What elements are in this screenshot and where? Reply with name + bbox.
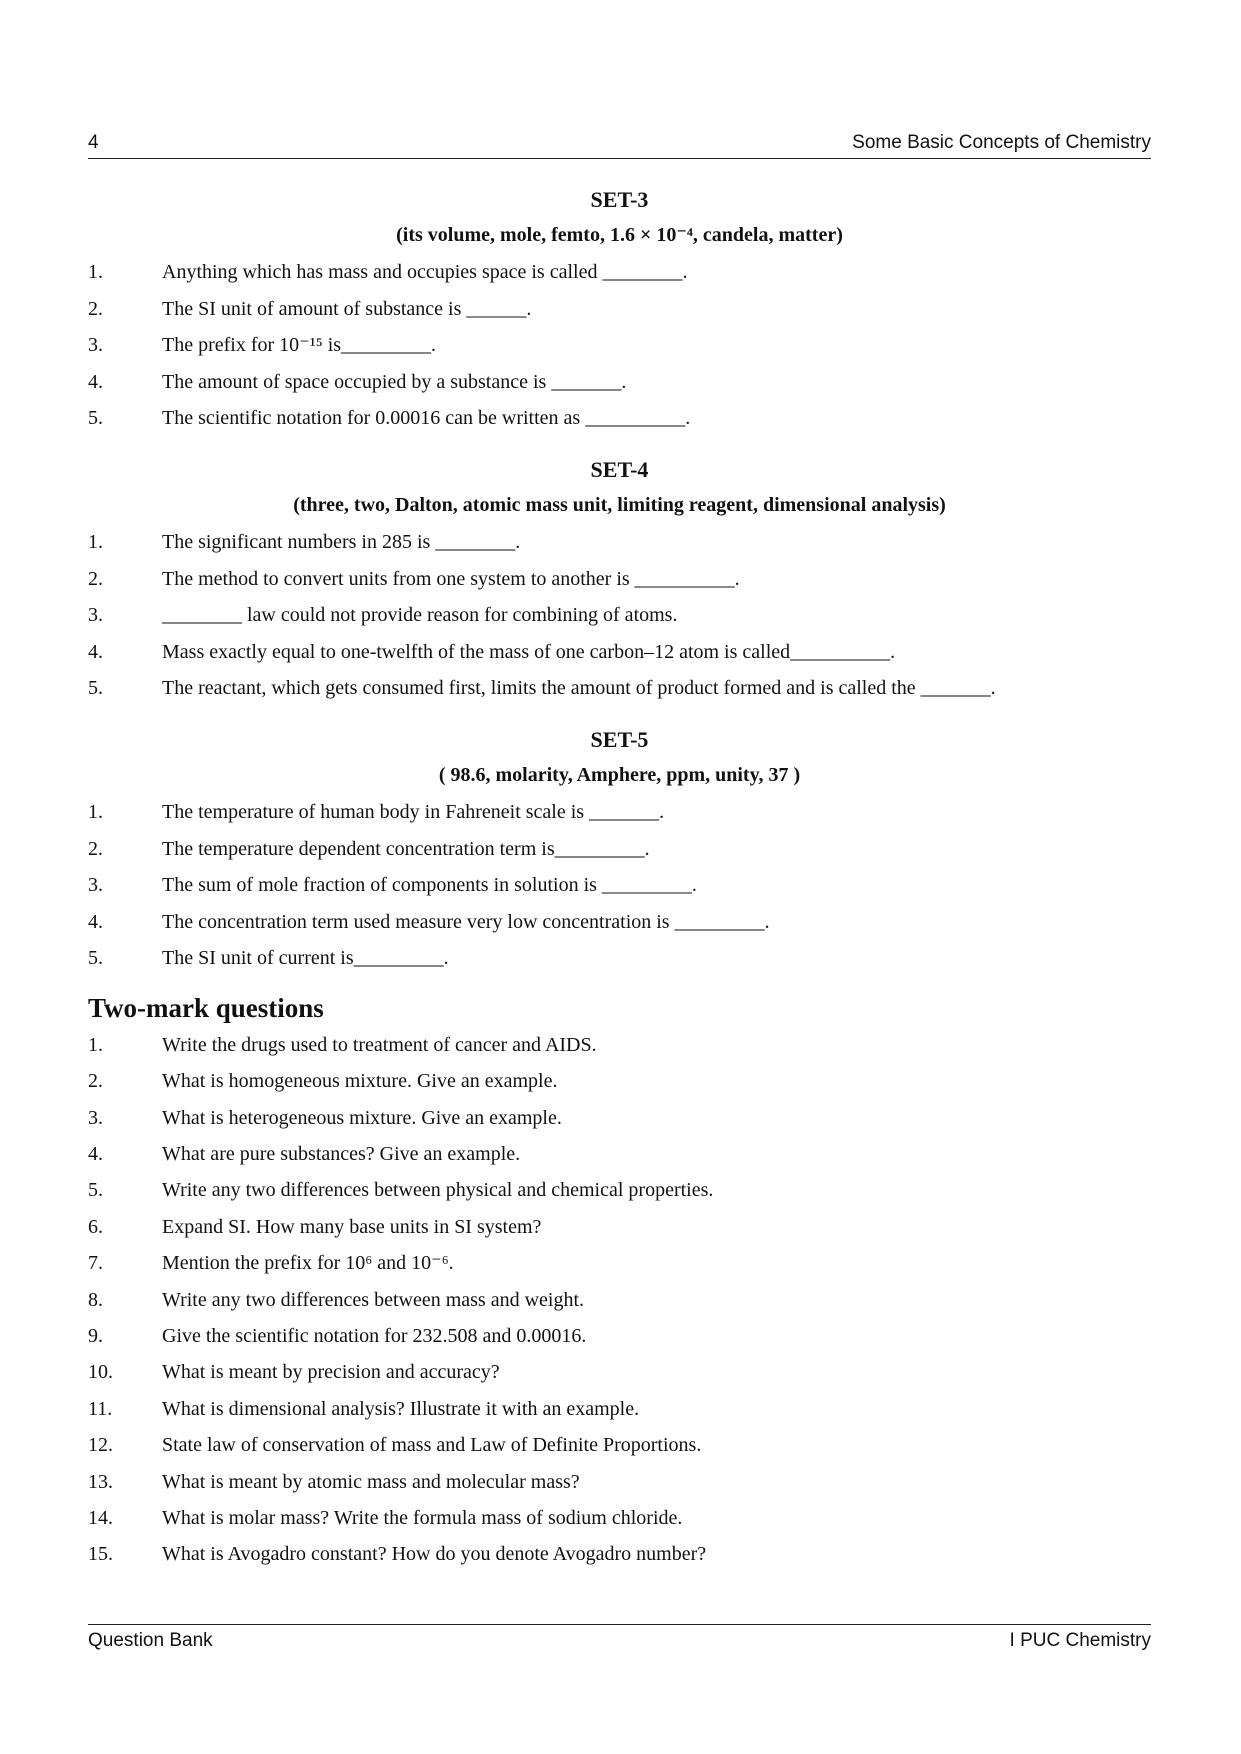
question-number: 10. bbox=[88, 1361, 113, 1384]
footer-left: Question Bank bbox=[88, 1630, 213, 1651]
question-number: 3. bbox=[88, 874, 103, 897]
set-word-bank: (its volume, mole, femto, 1.6 × 10⁻⁴, candela, matter) bbox=[396, 224, 843, 246]
section-heading: Two-mark questions bbox=[88, 992, 324, 1023]
question-item bbox=[88, 871, 1151, 908]
question-item bbox=[88, 1213, 1151, 1249]
question-text: The significant numbers in 285 is ________. bbox=[162, 530, 521, 553]
question-number: 2. bbox=[88, 297, 103, 320]
question-text: The temperature dependent concentration term is_________. bbox=[162, 837, 650, 860]
question-text: Give the scientific notation for 232.508 and 0.00016. bbox=[162, 1325, 587, 1348]
question-item bbox=[88, 1286, 1151, 1322]
question-number: 8. bbox=[88, 1288, 103, 1311]
question-number: 4. bbox=[88, 1143, 103, 1166]
question-number: 3. bbox=[88, 604, 103, 627]
question-item bbox=[88, 1431, 1151, 1467]
question-item bbox=[88, 638, 1151, 675]
question-text: The temperature of human body in Fahreneit scale is _______. bbox=[162, 800, 665, 823]
set-title: SET-3 bbox=[590, 187, 649, 212]
question-item bbox=[88, 1140, 1151, 1176]
question-number: 2. bbox=[88, 1070, 103, 1093]
question-item bbox=[88, 944, 1151, 981]
question-number: 14. bbox=[88, 1506, 113, 1529]
question-text: The amount of space occupied by a substance is _______. bbox=[162, 370, 627, 393]
question-item bbox=[88, 1358, 1151, 1394]
question-number: 13. bbox=[88, 1470, 113, 1493]
question-item bbox=[88, 1176, 1151, 1212]
question-item bbox=[88, 1504, 1151, 1540]
question-text: ________ law could not provide reason for combining of atoms. bbox=[162, 604, 678, 627]
question-item bbox=[88, 835, 1151, 872]
chapter-title: Some Basic Concepts of Chemistry bbox=[852, 132, 1151, 153]
set-5-block bbox=[88, 726, 1151, 981]
question-text: The scientific notation for 0.00016 can be written as __________. bbox=[162, 407, 691, 430]
question-item bbox=[88, 565, 1151, 602]
question-text: Write any two differences between physical and chemical properties. bbox=[162, 1179, 714, 1202]
question-item bbox=[88, 674, 1151, 711]
question-number: 4. bbox=[88, 640, 103, 663]
question-text: Write the drugs used to treatment of cancer and AIDS. bbox=[162, 1033, 597, 1056]
question-item bbox=[88, 368, 1151, 405]
question-number: 3. bbox=[88, 334, 103, 357]
question-text: What is meant by precision and accuracy? bbox=[162, 1361, 500, 1384]
question-item bbox=[88, 295, 1151, 332]
question-text: What is meant by atomic mass and molecular mass? bbox=[162, 1470, 580, 1493]
page-footer bbox=[88, 1630, 1151, 1656]
question-number: 5. bbox=[88, 677, 103, 700]
question-item bbox=[88, 1395, 1151, 1431]
question-number: 12. bbox=[88, 1434, 113, 1457]
question-item bbox=[88, 1104, 1151, 1140]
question-number: 3. bbox=[88, 1106, 103, 1129]
page-content bbox=[88, 186, 1151, 1577]
set-3-block bbox=[88, 186, 1151, 441]
question-number: 6. bbox=[88, 1215, 103, 1238]
question-number: 5. bbox=[88, 1179, 103, 1202]
question-number: 4. bbox=[88, 370, 103, 393]
question-item bbox=[88, 528, 1151, 565]
question-item bbox=[88, 258, 1151, 295]
question-text: What are pure substances? Give an example. bbox=[162, 1143, 521, 1166]
question-item bbox=[88, 404, 1151, 441]
question-number: 5. bbox=[88, 947, 103, 970]
question-text: Mention the prefix for 10⁶ and 10⁻⁶. bbox=[162, 1252, 454, 1275]
page-number: 4 bbox=[88, 132, 99, 153]
question-number: 9. bbox=[88, 1325, 103, 1348]
question-number: 1. bbox=[88, 530, 103, 553]
footer-right: I PUC Chemistry bbox=[1009, 1630, 1151, 1651]
question-item bbox=[88, 601, 1151, 638]
question-item bbox=[88, 331, 1151, 368]
question-text: The concentration term used measure very low concentration is _________. bbox=[162, 910, 770, 933]
question-item bbox=[88, 1031, 1151, 1067]
question-text: The reactant, which gets consumed first, limits the amount of product formed and is called the _______. bbox=[162, 677, 996, 700]
question-text: What is molar mass? Write the formula mass of sodium chloride. bbox=[162, 1506, 683, 1529]
question-item bbox=[88, 1249, 1151, 1285]
footer-rule bbox=[88, 1624, 1151, 1625]
question-text: The sum of mole fraction of components in solution is _________. bbox=[162, 874, 697, 897]
question-item bbox=[88, 1540, 1151, 1576]
question-item bbox=[88, 908, 1151, 945]
question-number: 15. bbox=[88, 1543, 113, 1566]
header-rule bbox=[88, 158, 1151, 159]
question-text: Expand SI. How many base units in SI system? bbox=[162, 1215, 542, 1238]
question-item bbox=[88, 1322, 1151, 1358]
question-item bbox=[88, 798, 1151, 835]
set-4-block bbox=[88, 456, 1151, 711]
question-number: 1. bbox=[88, 1033, 103, 1056]
question-text: What is dimensional analysis? Illustrate it with an example. bbox=[162, 1397, 640, 1420]
question-number: 2. bbox=[88, 567, 103, 590]
set-word-bank: (three, two, Dalton, atomic mass unit, limiting reagent, dimensional analysis) bbox=[293, 493, 946, 516]
question-item bbox=[88, 1067, 1151, 1103]
page-header bbox=[88, 132, 1151, 158]
question-number: 5. bbox=[88, 407, 103, 430]
question-number: 1. bbox=[88, 800, 103, 823]
question-number: 2. bbox=[88, 837, 103, 860]
two-mark-section bbox=[88, 991, 1151, 1577]
question-number: 4. bbox=[88, 910, 103, 933]
set-word-bank: ( 98.6, molarity, Amphere, ppm, unity, 37 ) bbox=[438, 763, 801, 786]
question-text: Write any two differences between mass and weight. bbox=[162, 1288, 585, 1311]
question-text: The SI unit of amount of substance is ______. bbox=[162, 297, 532, 320]
question-text: Mass exactly equal to one-twelfth of the mass of one carbon–12 atom is called__________. bbox=[162, 640, 896, 663]
question-text: The prefix for 10⁻¹⁵ is_________. bbox=[162, 334, 437, 357]
question-item bbox=[88, 1468, 1151, 1504]
question-text: What is heterogeneous mixture. Give an example. bbox=[162, 1106, 562, 1129]
question-number: 1. bbox=[88, 261, 103, 283]
question-number: 7. bbox=[88, 1252, 103, 1275]
set-title: SET-4 bbox=[590, 456, 649, 482]
question-text: The SI unit of current is_________. bbox=[162, 947, 449, 970]
question-text: Anything which has mass and occupies space is called ________. bbox=[162, 261, 688, 283]
set-title: SET-5 bbox=[590, 726, 649, 752]
question-text: The method to convert units from one system to another is __________. bbox=[162, 567, 740, 590]
question-text: State law of conservation of mass and Law of Definite Proportions. bbox=[162, 1434, 702, 1457]
question-text: What is Avogadro constant? How do you denote Avogadro number? bbox=[162, 1543, 707, 1566]
question-number: 11. bbox=[88, 1397, 113, 1420]
question-text: What is homogeneous mixture. Give an example. bbox=[162, 1070, 558, 1093]
